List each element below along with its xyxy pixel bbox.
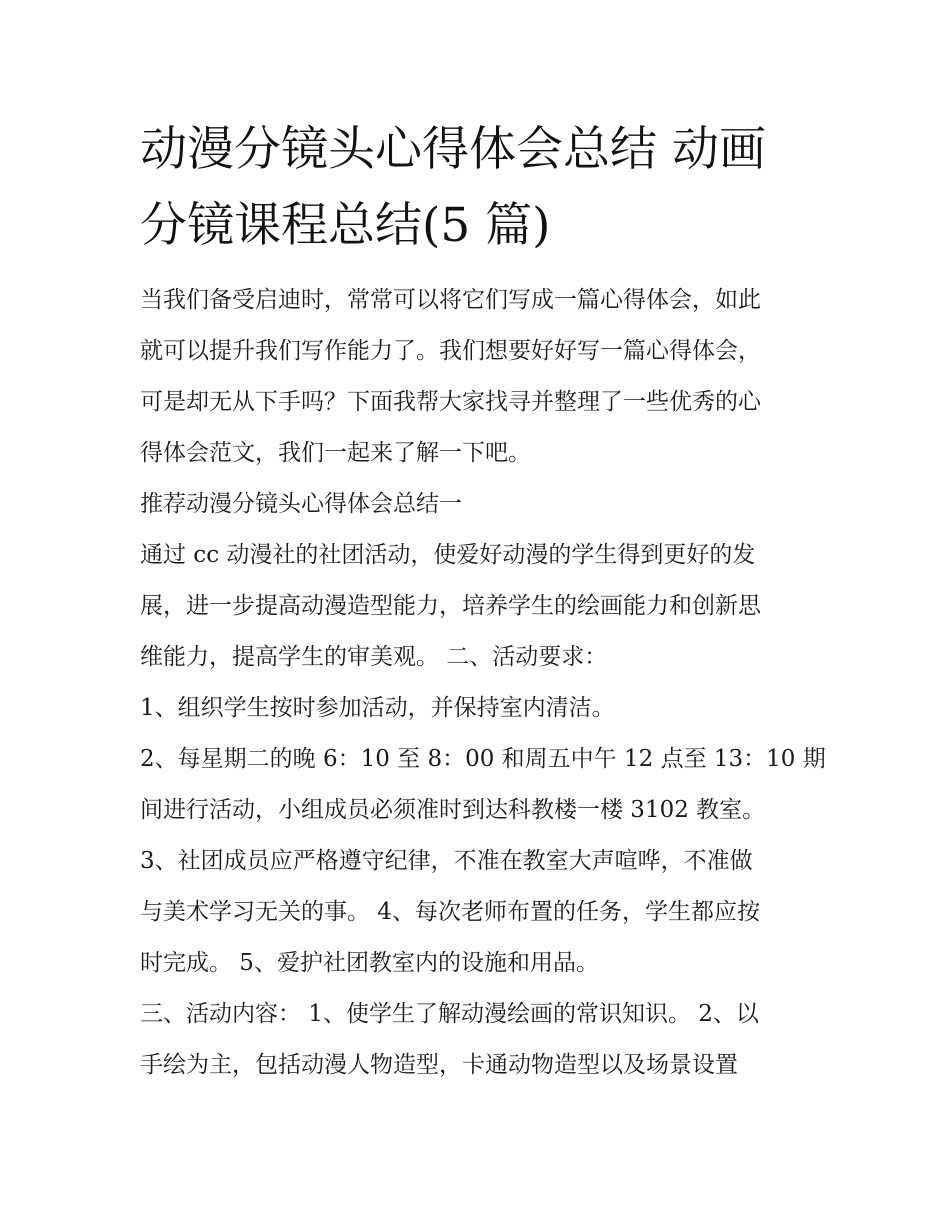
title-line-1: 动漫分镜头心得体会总结 动画 <box>140 122 766 177</box>
body-line: 就可以提升我们写作能力了。我们想要好好写一篇心得体会， <box>140 338 761 364</box>
body-line: 间进行活动，小组成员必须准时到达科教楼一楼 3102 教室。 <box>140 797 766 823</box>
document-body <box>140 275 826 1091</box>
document-title <box>140 112 820 264</box>
body-line: 1、组织学生按时参加活动，并保持室内清洁。 <box>140 695 615 721</box>
body-line: 通过 cc 动漫社的社团活动，使爱好动漫的学生得到更好的发 <box>140 542 756 568</box>
body-line: 可是却无从下手吗？下面我帮大家找寻并整理了一些优秀的心 <box>140 389 761 415</box>
body-line: 2、每星期二的晚 6：10 至 8：00 和周五中午 12 点至 13：10 期 <box>140 746 826 772</box>
body-line: 三、活动内容： 1、使学生了解动漫绘画的常识知识。 2、以 <box>140 1001 759 1027</box>
body-line: 与美术学习无关的事。 4、每次老师布置的任务，学生都应按 <box>140 899 760 925</box>
body-line: 手绘为主，包括动漫人物造型，卡通动物造型以及场景设置 <box>140 1052 738 1078</box>
body-line: 得体会范文，我们一起来了解一下吧。 <box>140 440 531 466</box>
body-line: 当我们备受启迪时，常常可以将它们写成一篇心得体会，如此 <box>140 287 761 313</box>
section-heading: 推荐动漫分镜头心得体会总结一 <box>140 491 462 517</box>
title-line-2: 分镜课程总结(5 篇) <box>140 198 551 253</box>
body-line: 时完成。 5、爱护社团教室内的设施和用品。 <box>140 950 599 976</box>
body-line: 3、社团成员应严格遵守纪律，不准在教室大声喧哗，不准做 <box>140 848 753 874</box>
body-line: 展，进一步提高动漫造型能力，培养学生的绘画能力和创新思 <box>140 593 761 619</box>
body-line: 维能力，提高学生的审美观。 二、活动要求： <box>140 644 608 670</box>
